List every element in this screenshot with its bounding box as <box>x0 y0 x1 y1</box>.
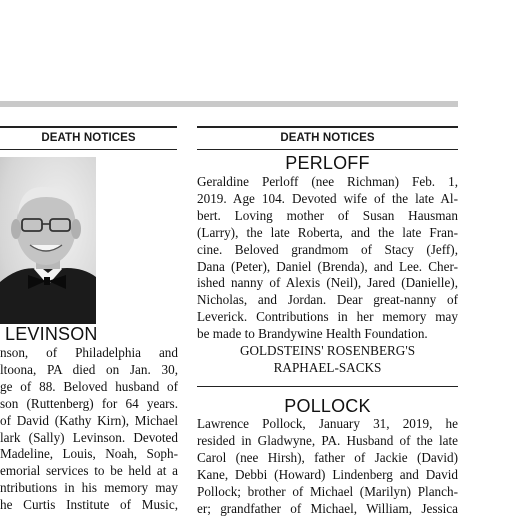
notice-line: lark (Sally) Levinson. Devoted <box>0 429 178 445</box>
notice-line: Nicholas, and Jordan. Dear great-nanny of <box>197 292 458 308</box>
perloff-notice-body <box>197 174 458 377</box>
notice-line: Pollock; brother of Michael (Marilyn) Planch- <box>197 483 458 499</box>
notice-line: nson, of Philadelphia and <box>0 345 178 360</box>
levinson-portrait-photo <box>0 157 96 324</box>
notice-line: son (Ruttenberg) for 64 years. <box>0 395 178 411</box>
section-header-left: DEATH NOTICES <box>0 126 177 150</box>
notice-line: Dana (Peter), Daniel (Brenda), and Lee. Cher- <box>197 258 458 274</box>
notice-line: bert. Loving mother of Susan Hausman <box>197 207 458 223</box>
pollock-notice-body <box>197 416 458 517</box>
notice-line: ge of 88. Beloved husband of <box>0 378 178 394</box>
notice-line: of David (Kathy Kirn), Michael <box>0 412 178 428</box>
notice-line: Kane, Debbi (Howard) Lindenberg and David <box>197 466 458 482</box>
notice-line: Geraldine Perloff (nee Richman) Feb. 1, <box>197 174 458 189</box>
notice-line: be made to Brandywine Health Foundation. <box>197 326 428 342</box>
notice-line: ntributions in his memory may <box>0 480 178 496</box>
funeral-home-line: RAPHAEL-SACKS <box>273 359 382 375</box>
top-gray-rule <box>0 101 458 107</box>
notice-line: emorial services to be held at a <box>0 463 178 479</box>
notice-line: Madeline, Louis, Noah, Soph- <box>0 446 178 462</box>
notice-line: Leverick. Contributions in her memory may <box>197 309 458 325</box>
notice-line: he Curtis Institute of Music, <box>0 497 178 513</box>
perloff-name: PERLOFF <box>285 153 370 173</box>
notice-line: (Larry), the late Roberta, and the late Fran- <box>197 224 458 240</box>
pollock-name: POLLOCK <box>284 396 371 416</box>
levinson-notice-body <box>0 345 178 514</box>
notice-line: 2019. Age 104. Devoted wife of the late Al- <box>197 190 458 206</box>
notice-line: Carol (nee Hirsh), father of Jackie (David) <box>197 449 458 465</box>
notice-line: Lawrence Pollock, January 31, 2019, he <box>197 416 458 431</box>
notice-line: resided in Gladwyne, PA. Husband of the late <box>197 432 458 448</box>
funeral-home-line: GOLDSTEINS' ROSENBERG'S <box>239 343 416 359</box>
notice-line: er; grandfather of Michael, William, Jessica <box>197 500 458 516</box>
section-header-right: DEATH NOTICES <box>197 126 458 150</box>
notice-divider <box>197 386 458 387</box>
notice-line: ltoona, PA died on Jan. 30, <box>0 361 178 377</box>
notice-line: ished nanny of Alexis (Neil), Jared (Danielle), <box>197 275 458 291</box>
levinson-name: LEVINSON <box>5 324 98 344</box>
notice-line: cine. Beloved grandmom of Stacy (Jeff), <box>197 241 458 257</box>
